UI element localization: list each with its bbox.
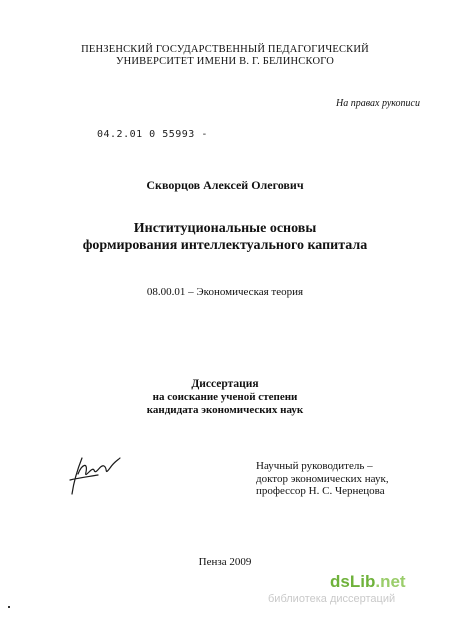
- title-line-2: формирования интеллектуального капитала: [82, 238, 368, 253]
- degree-line-2: кандидата экономических наук: [146, 404, 304, 416]
- university-line-2: УНИВЕРСИТЕТ ИМЕНИ В. Г. БЕЛИНСКОГО: [115, 56, 335, 67]
- specialty-code: 08.00.01 – Экономическая теория: [146, 286, 304, 298]
- advisor-line-3: профессор Н. С. Чернецова: [256, 485, 385, 497]
- city-year: Пенза 2009: [198, 556, 252, 568]
- university-line-1: ПЕНЗЕНСКИЙ ГОСУДАРСТВЕННЫЙ ПЕДАГОГИЧЕСКИЙ: [81, 44, 369, 55]
- watermark-logo-part-2: .net: [375, 572, 406, 591]
- scientific-advisor: [256, 460, 389, 498]
- degree-line-1: на соискание ученой степени: [152, 391, 298, 403]
- author-name: Скворцов Алексей Олегович: [146, 178, 304, 192]
- advisor-line-2: доктор экономических наук,: [256, 472, 389, 485]
- dissertation-title: [0, 220, 450, 254]
- page-mark: [8, 606, 10, 608]
- watermark-logo: [330, 572, 406, 592]
- signature-icon: [64, 450, 124, 496]
- title-line-1: Институциональные основы: [133, 221, 317, 236]
- degree-info: [0, 391, 450, 417]
- rights-note: На правах рукописи: [336, 98, 420, 109]
- advisor-line-1: Научный руководитель –: [256, 460, 373, 472]
- dissertation-heading: Диссертация: [191, 378, 259, 390]
- watermark-subtitle: библиотека диссертаций: [268, 593, 396, 605]
- university-name: [0, 44, 450, 68]
- stamp-number: 04.2.01 0 55993 -: [97, 129, 208, 140]
- watermark-logo-part-1: dsLib: [330, 572, 376, 591]
